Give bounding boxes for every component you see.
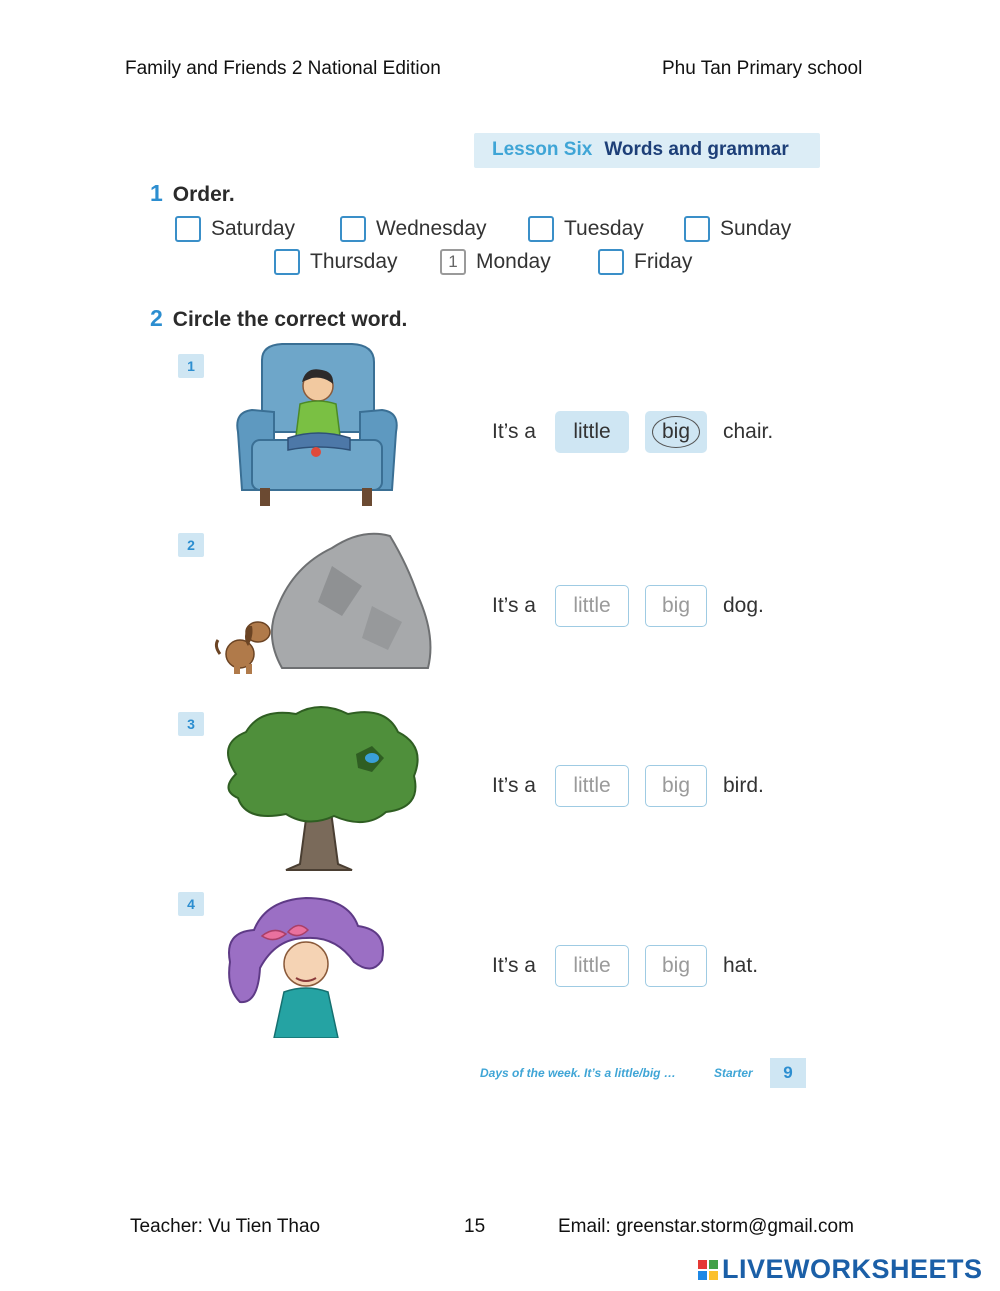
day-label: Monday <box>476 250 551 273</box>
option-label: big <box>661 954 691 977</box>
exercise-2-title <box>150 305 407 332</box>
option-label: big <box>661 774 691 797</box>
item-number: 2 <box>178 533 204 557</box>
liveworksheets-logo[interactable] <box>698 1254 983 1285</box>
day-label: Sunday <box>720 217 792 240</box>
book-footer-topic: Days of the week. It’s a little/big … <box>480 1066 676 1080</box>
sentence-noun: dog. <box>723 594 764 617</box>
sentence-prefix: It’s a <box>492 594 536 617</box>
day-label: Tuesday <box>564 217 644 240</box>
sentence-prefix: It’s a <box>492 420 536 443</box>
lesson-topic: Words and grammar <box>604 139 789 160</box>
option-big[interactable] <box>645 765 707 807</box>
rock-dog-illustration <box>212 526 436 678</box>
sentence-2 <box>492 585 764 627</box>
sentence-prefix: It’s a <box>492 774 536 797</box>
option-big[interactable] <box>645 945 707 987</box>
day-saturday <box>175 216 295 242</box>
day-sunday <box>684 216 791 242</box>
option-label: little <box>573 774 611 797</box>
exercise-1-number: 1 <box>150 180 163 206</box>
lesson-number: Lesson Six <box>492 139 593 160</box>
option-label: little <box>573 954 611 977</box>
sentence-3 <box>492 765 764 807</box>
option-little[interactable] <box>555 411 629 453</box>
option-label: big <box>661 594 691 617</box>
option-big[interactable] <box>645 585 707 627</box>
day-label: Friday <box>634 250 693 273</box>
book-footer-unit: Starter <box>714 1066 753 1080</box>
option-little[interactable] <box>555 765 629 807</box>
day-label: Wednesday <box>376 217 487 240</box>
lesson-banner <box>474 133 820 168</box>
day-wednesday <box>340 216 487 242</box>
option-label: big <box>652 416 700 448</box>
option-label: little <box>573 420 611 443</box>
day-friday <box>598 249 692 275</box>
day-tuesday <box>528 216 644 242</box>
footer-email: Email: greenstar.storm@gmail.com <box>558 1216 854 1237</box>
option-big-circled[interactable] <box>645 411 707 453</box>
order-input-saturday[interactable] <box>175 216 201 242</box>
footer-page-number: 15 <box>464 1216 486 1237</box>
logo-wordmark: LIVEWORKSHEETS <box>722 1254 983 1284</box>
order-input-sunday[interactable] <box>684 216 710 242</box>
tree-bird-illustration <box>216 704 426 872</box>
sentence-4 <box>492 945 758 987</box>
book-page-footer <box>480 1058 806 1088</box>
order-input-tuesday[interactable] <box>528 216 554 242</box>
sentence-noun: chair. <box>723 420 774 443</box>
order-example-monday: 1 <box>440 249 466 275</box>
book-page-number: 9 <box>770 1058 806 1088</box>
exercise-2-instruction: Circle the correct word. <box>172 308 408 331</box>
exercise-2-number: 2 <box>150 305 163 331</box>
logo-squares-icon <box>698 1260 718 1280</box>
option-little[interactable] <box>555 945 629 987</box>
exercise-1-instruction: Order. <box>172 183 235 206</box>
option-label: little <box>573 594 611 617</box>
item-number: 1 <box>178 354 204 378</box>
day-label: Saturday <box>211 217 296 240</box>
day-monday <box>440 249 551 275</box>
exercise-1-title <box>150 180 235 207</box>
day-thursday <box>274 249 398 275</box>
armchair-boy-illustration <box>232 340 402 512</box>
sentence-noun: bird. <box>723 774 764 797</box>
sentence-prefix: It’s a <box>492 954 536 977</box>
sentence-1 <box>492 411 773 453</box>
order-input-wednesday[interactable] <box>340 216 366 242</box>
item-number: 3 <box>178 712 204 736</box>
header-school-name: Phu Tan Primary school <box>662 58 863 79</box>
item-number: 4 <box>178 892 204 916</box>
order-input-friday[interactable] <box>598 249 624 275</box>
girl-hat-illustration <box>226 892 386 1038</box>
option-little[interactable] <box>555 585 629 627</box>
footer-teacher: Teacher: Vu Tien Thao <box>130 1216 321 1237</box>
day-label: Thursday <box>310 250 398 273</box>
sentence-noun: hat. <box>723 954 759 977</box>
header-book-title: Family and Friends 2 National Edition <box>125 58 441 79</box>
order-input-thursday[interactable] <box>274 249 300 275</box>
